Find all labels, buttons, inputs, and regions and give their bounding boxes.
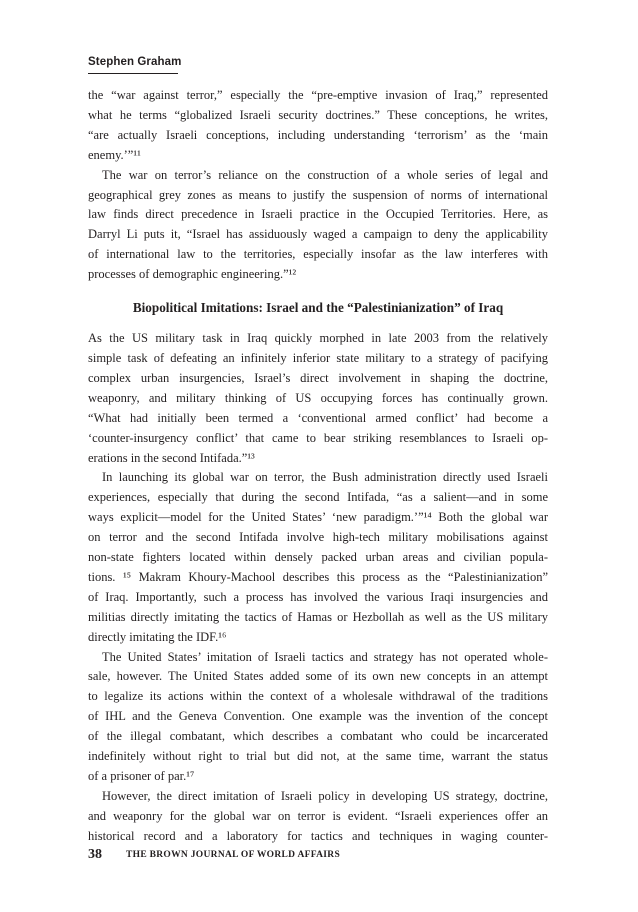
text-line: ‘counter-insurgency conflict’ that came to bear striking resemblances to Israeli op- [88, 430, 548, 445]
text-line: simple task of defeating an infinitely inferior state military to a strategy of pacifying [88, 350, 548, 365]
text-line: to legalize its actions within the context of a wholesale withdrawal of the traditions [88, 689, 548, 704]
header-rule [88, 73, 178, 74]
text-line: what he terms “globalized Israeli security doctrines.” These conceptions, he writes, [88, 107, 548, 122]
text-line: erations in the second Intifada.”¹³ [88, 450, 255, 465]
text-line: of Iraq. Importantly, such a process has involved the various Iraqi insurgencies and [88, 589, 548, 604]
text-line: However, the direct imitation of Israeli policy in developing US strategy, doctrine, [102, 788, 548, 803]
text-line: In launching its global war on terror, the Bush administration directly used Israeli [102, 470, 548, 485]
text-line: ways explicit—model for the United States’ ‘new paradigm.’”¹⁴ Both the global war [88, 510, 548, 525]
paragraph-4 [88, 468, 548, 647]
text-line: “What had initially been termed a ‘conventional armed conflict’ had become a [88, 410, 548, 425]
paragraph-3 [88, 329, 548, 468]
page-number: 38 [88, 847, 102, 862]
text-line: As the US military task in Iraq quickly morphed in late 2003 from the relatively [88, 331, 548, 346]
text-line: law finds direct precedence in Israeli practice in the Occupied Territories. Here, as [88, 207, 548, 222]
text-line: of a prisoner of par.¹⁷ [88, 769, 195, 783]
text-line: The war on terror’s reliance on the construction of a whole series of legal and [102, 167, 548, 182]
running-head-author: Stephen Graham [88, 56, 182, 68]
text-line: on terror and the second Intifada involve high-tech military mobilisations against [88, 530, 548, 545]
text-line: directly imitating the IDF.¹⁶ [88, 629, 227, 644]
text-line: processes of demographic engineering.”¹² [88, 267, 297, 282]
section-heading: Biopolitical Imitations: Israel and the “Palestinianization” of Iraq [132, 300, 504, 316]
body-text [88, 86, 548, 847]
paragraph-1 [88, 86, 548, 166]
text-line: “are actually Israeli conceptions, including understanding ‘terrorism’ as the ‘main [88, 127, 548, 142]
text-line: experiences, especially that during the second Intifada, “as a salient—and in some [88, 490, 548, 505]
text-line: enemy.’”¹¹ [88, 147, 141, 162]
text-line: of the illegal combatant, which describes a combatant who could be incarcerated [88, 729, 548, 744]
text-line: non-state fighters located within densely packed urban areas and civilian popula- [88, 550, 548, 565]
text-line: of IHL and the Geneva Convention. One example was the invention of the concept [88, 709, 548, 724]
text-line: and weaponry for the global war on terror is evident. “Israeli experiences offer an [88, 808, 548, 823]
text-line: sale, however. The United States added some of its own new concepts in an attempt [88, 669, 548, 684]
text-line: weaponry, and military thinking of US occupying forces has continually grown. [88, 390, 548, 405]
text-line: of international law to the territories, especially insofar as the law interferes with [88, 247, 548, 262]
text-line: The United States’ imitation of Israeli tactics and strategy has not operated whole- [102, 649, 548, 664]
text-line: complex urban insurgencies, Israel’s direct involvement in shaping the doctrine, [88, 370, 548, 385]
text-line: indefinitely without right to trial but did not, at the same time, warrant the status [88, 749, 548, 764]
text-line: tions. ¹⁵ Makram Khoury-Machool describes this process as the “Palestinianization” [88, 569, 548, 584]
text-line: the “war against terror,” especially the “pre-emptive invasion of Iraq,” represented [88, 88, 548, 102]
text-line: geographical grey zones as means to justify the suspension of norms of international [88, 187, 548, 202]
page-footer [88, 845, 340, 863]
paragraph-2 [88, 166, 548, 285]
journal-title: THE BROWN JOURNAL OF WORLD AFFAIRS [126, 850, 341, 860]
text-line: militias directly imitating the tactics of Hamas or Hezbollah as well as the US military [88, 609, 548, 624]
text-line: Darryl Li puts it, “Israel has assiduously waged a campaign to deny the applicability [88, 227, 548, 242]
paragraph-5 [88, 648, 548, 787]
text-line: historical record and a laboratory for tactics and techniques in waging counter- [88, 828, 548, 843]
paragraph-6 [88, 787, 548, 847]
